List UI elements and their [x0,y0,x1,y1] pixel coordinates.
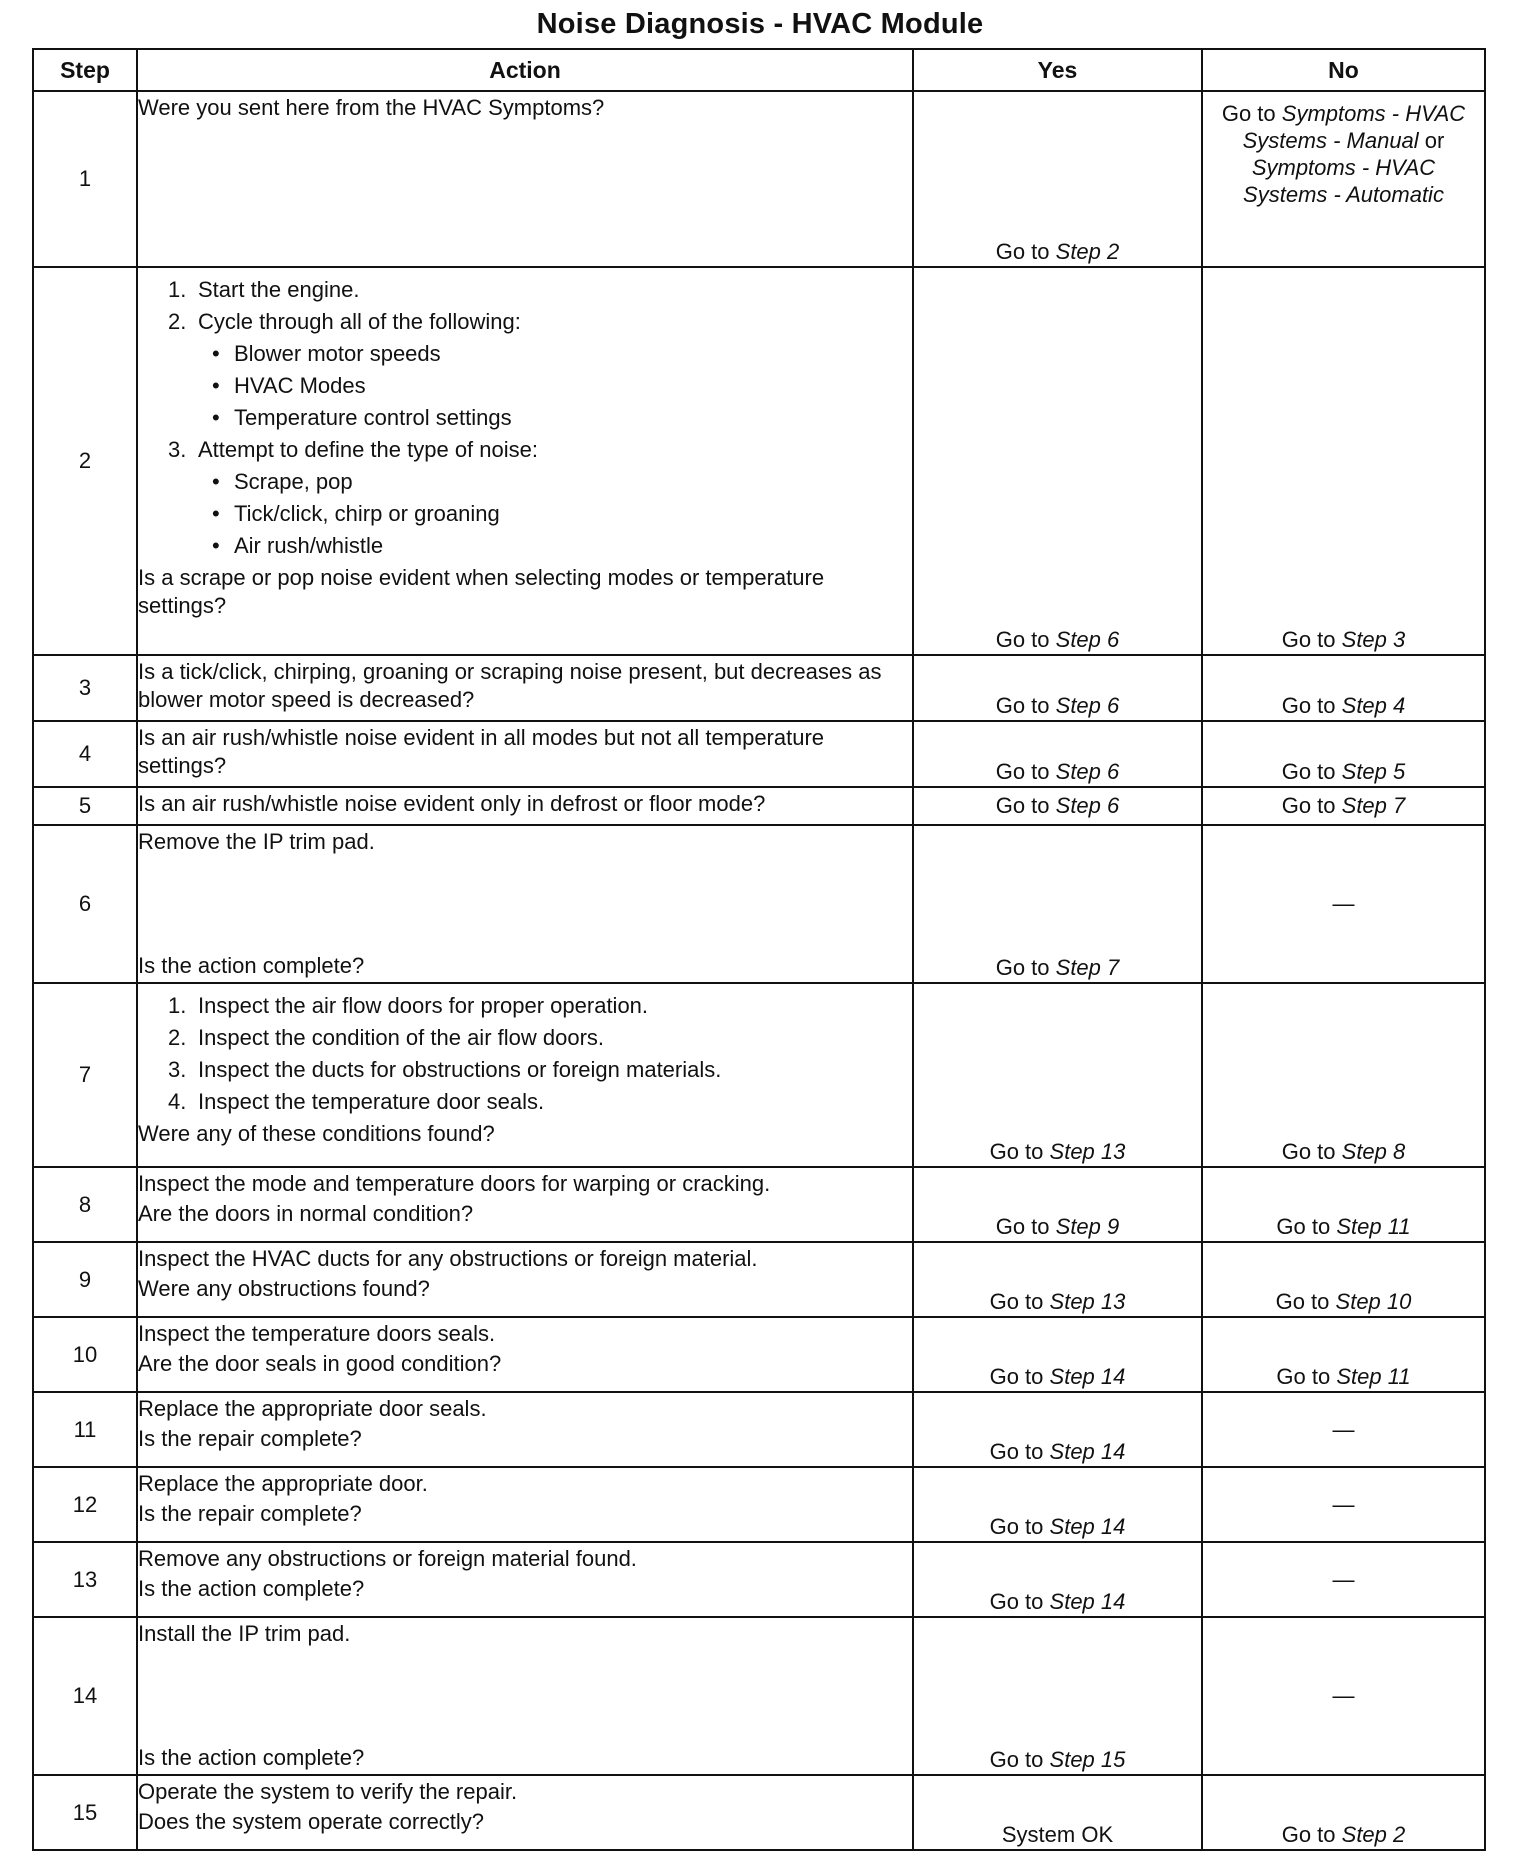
action-cell [137,1775,913,1850]
action-cell [137,91,913,267]
step-link[interactable]: Step 6 [1055,793,1120,818]
action-cell [137,721,913,787]
no-cell: Go to Step 5 [1202,721,1485,787]
yes-cell [913,1775,1202,1850]
header-row [33,49,1485,91]
action-cell [137,1617,913,1775]
step-link[interactable]: Step 2 [1341,1822,1406,1847]
step-number: 14 [33,1617,137,1775]
diagnosis-table [32,48,1486,1851]
step-number: 2 [33,267,137,655]
question-text: Were you sent here from the HVAC Symptoms? [138,95,605,120]
step-link[interactable]: Step 6 [1055,627,1120,652]
step-number: 7 [33,983,137,1167]
symptoms-manual-link[interactable]: Symptoms - HVAC Systems - Manual [1242,101,1466,153]
question-text: Are the doors in normal condition? [138,1201,474,1226]
bullet-item: • HVAC Modes [212,373,366,398]
no-cell [1202,1617,1485,1775]
yes-cell: Go to Step 13 [913,1242,1202,1317]
step-link[interactable]: Step 6 [1055,693,1120,718]
action-cell [137,787,913,825]
or-text: or [1418,128,1445,153]
no-cell: Go to Step 11 [1202,1317,1485,1392]
yes-cell: Go to Step 14 [913,1467,1202,1542]
bullet-icon: • [212,501,220,526]
symptoms-automatic-link[interactable]: Symptoms - HVAC Systems - Automatic [1243,155,1444,207]
action-cell [137,1242,913,1317]
step-link[interactable]: Step 2 [1055,239,1120,264]
list-item: 3. Inspect the ducts for obstructions or foreign materials. [168,1057,722,1082]
step-link[interactable]: Step 11 [1336,1214,1411,1239]
yes-cell: Go to Step 6 [913,267,1202,655]
yes-cell: Go to Step 14 [913,1317,1202,1392]
no-cell [1202,825,1485,983]
step-link[interactable]: Step 14 [1049,1364,1126,1389]
instruction-text: Inspect the HVAC ducts for any obstructions or foreign material. [138,1246,758,1271]
header-action: Action [137,49,913,91]
instruction-text: Remove the IP trim pad. [138,829,375,854]
dash-icon: — [1332,1416,1355,1442]
step-link[interactable]: Step 6 [1055,759,1120,784]
system-ok-text: System OK [1001,1822,1114,1847]
list-item: 2. Cycle through all of the following: [168,309,521,334]
bullet-item: • Air rush/whistle [212,533,384,558]
list-item: 1. Start the engine. [168,277,360,302]
question-text: Is an air rush/whistle noise evident in all modes but not all temperature settings? [138,725,825,778]
step-link[interactable]: Step 13 [1049,1289,1126,1314]
goto-text: Go to [1221,101,1282,126]
question-text: Were any of these conditions found? [138,1121,495,1146]
no-cell: Go to Step 3 [1202,267,1485,655]
question-text: Are the door seals in good condition? [138,1351,502,1376]
question-text: Is the repair complete? [138,1501,362,1526]
question-text: Is an air rush/whistle noise evident only in defrost or floor mode? [138,791,766,816]
step-number: 15 [33,1775,137,1850]
table-row [33,91,1485,267]
action-cell [137,1167,913,1242]
header-no: No [1202,49,1485,91]
step-number: 12 [33,1467,137,1542]
bullet-icon: • [212,469,220,494]
table-row [33,1242,1485,1317]
no-cell: Go to Step 2 [1202,1775,1485,1850]
list-item: 4. Inspect the temperature door seals. [168,1089,545,1114]
instruction-text: Operate the system to verify the repair. [138,1779,518,1804]
action-cell [137,267,913,655]
yes-cell: Go to Step 6 [913,721,1202,787]
step-link[interactable]: Step 9 [1055,1214,1120,1239]
table-row [33,1467,1485,1542]
no-cell: Go to Step 8 [1202,983,1485,1167]
list-item: 1. Inspect the air flow doors for proper operation. [168,993,649,1018]
bullet-item: • Temperature control settings [212,405,512,430]
list-item: 2. Inspect the condition of the air flow doors. [168,1025,605,1050]
no-cell: Go to Step 4 [1202,655,1485,721]
step-link[interactable]: Step 14 [1049,1589,1126,1614]
no-cell [1202,1392,1485,1467]
bullet-item: • Scrape, pop [212,469,353,494]
action-cell [137,825,913,983]
step-link[interactable]: Step 8 [1341,1139,1406,1164]
step-number: 6 [33,825,137,983]
table-row [33,1167,1485,1242]
action-cell [137,1542,913,1617]
no-cell: Go to Step 7 [1202,787,1485,825]
step-link[interactable]: Step 13 [1049,1139,1126,1164]
bullet-icon: • [212,341,220,366]
question-text: Were any obstructions found? [138,1276,430,1301]
step-number: 9 [33,1242,137,1317]
instruction-text: Inspect the temperature doors seals. [138,1321,496,1346]
question-text: Is the action complete? [138,1745,365,1770]
yes-cell: Go to Step 14 [913,1392,1202,1467]
yes-cell: Go to Step 15 [913,1617,1202,1775]
action-cell [137,1467,913,1542]
yes-cell: Go to Step 9 [913,1167,1202,1242]
document-title: Noise Diagnosis - HVAC Module [536,8,984,40]
bullet-icon: • [212,405,220,430]
no-cell [1202,91,1485,267]
table-row [33,1775,1485,1850]
table-row [33,1317,1485,1392]
step-link[interactable]: Step 10 [1335,1289,1412,1314]
yes-cell: Go to Step 14 [913,1542,1202,1617]
question-text: Does the system operate correctly? [138,1809,485,1834]
question-text: Is the repair complete? [138,1426,362,1451]
table-row [33,983,1485,1167]
instruction-text: Inspect the mode and temperature doors for warping or cracking. [138,1171,771,1196]
dash-icon: — [1332,1683,1355,1708]
bullet-icon: • [212,533,220,558]
table-row [33,825,1485,983]
table-row [33,721,1485,787]
action-cell [137,655,913,721]
step-link[interactable]: Step 3 [1341,627,1406,652]
action-cell [137,983,913,1167]
bullet-icon: • [212,373,220,398]
step-number: 10 [33,1317,137,1392]
table-row [33,787,1485,825]
bullet-item: • Tick/click, chirp or groaning [212,501,500,526]
step-link[interactable]: Step 5 [1341,759,1406,784]
table-row [33,1392,1485,1467]
yes-cell: Go to Step 6 [913,787,1202,825]
step-link[interactable]: Step 7 [1055,955,1120,980]
instruction-text: Install the IP trim pad. [138,1621,351,1646]
goto-text: Go to [995,239,1050,264]
step-link[interactable]: Step 11 [1336,1364,1411,1389]
step-number: 5 [33,787,137,825]
yes-cell: Go to Step 7 [913,825,1202,983]
step-link[interactable]: Step 15 [1049,1747,1126,1772]
instruction-text: Remove any obstructions or foreign material found. [138,1546,637,1571]
header-yes: Yes [913,49,1202,91]
question-text: Is a scrape or pop noise evident when selecting modes or temperature settings? [138,565,825,618]
yes-cell [913,91,1202,267]
question-text: Is the action complete? [138,1576,365,1601]
dash-icon: — [1332,1491,1355,1517]
table-row [33,267,1485,655]
no-cell [1202,1467,1485,1542]
step-number: 4 [33,721,137,787]
step-number: 8 [33,1167,137,1242]
instruction-text: Replace the appropriate door. [138,1471,428,1496]
yes-cell: Go to Step 6 [913,655,1202,721]
step-number: 1 [33,91,137,267]
action-cell [137,1317,913,1392]
step-number: 11 [33,1392,137,1467]
step-number: 13 [33,1542,137,1617]
table-row [33,1542,1485,1617]
table-row [33,1617,1485,1775]
question-text: Is the action complete? [138,953,365,978]
yes-cell: Go to Step 13 [913,983,1202,1167]
bullet-item: • Blower motor speeds [212,341,441,366]
no-cell [1202,1542,1485,1617]
list-item: 3. Attempt to define the type of noise: [168,437,538,462]
table-row [33,655,1485,721]
dash-icon: — [1332,1566,1355,1592]
instruction-text: Replace the appropriate door seals. [138,1396,487,1421]
step-link[interactable]: Step 7 [1341,793,1406,818]
step-number: 3 [33,655,137,721]
no-cell: Go to Step 11 [1202,1167,1485,1242]
step-link[interactable]: Step 14 [1049,1514,1126,1539]
dash-icon: — [1332,891,1355,916]
action-cell [137,1392,913,1467]
header-step: Step [33,49,137,91]
no-cell: Go to Step 10 [1202,1242,1485,1317]
question-text: Is a tick/click, chirping, groaning or scraping noise present, but decreases as blower motor speed is decreased? [138,659,882,712]
step-link[interactable]: Step 4 [1341,693,1406,718]
step-link[interactable]: Step 14 [1049,1439,1126,1464]
